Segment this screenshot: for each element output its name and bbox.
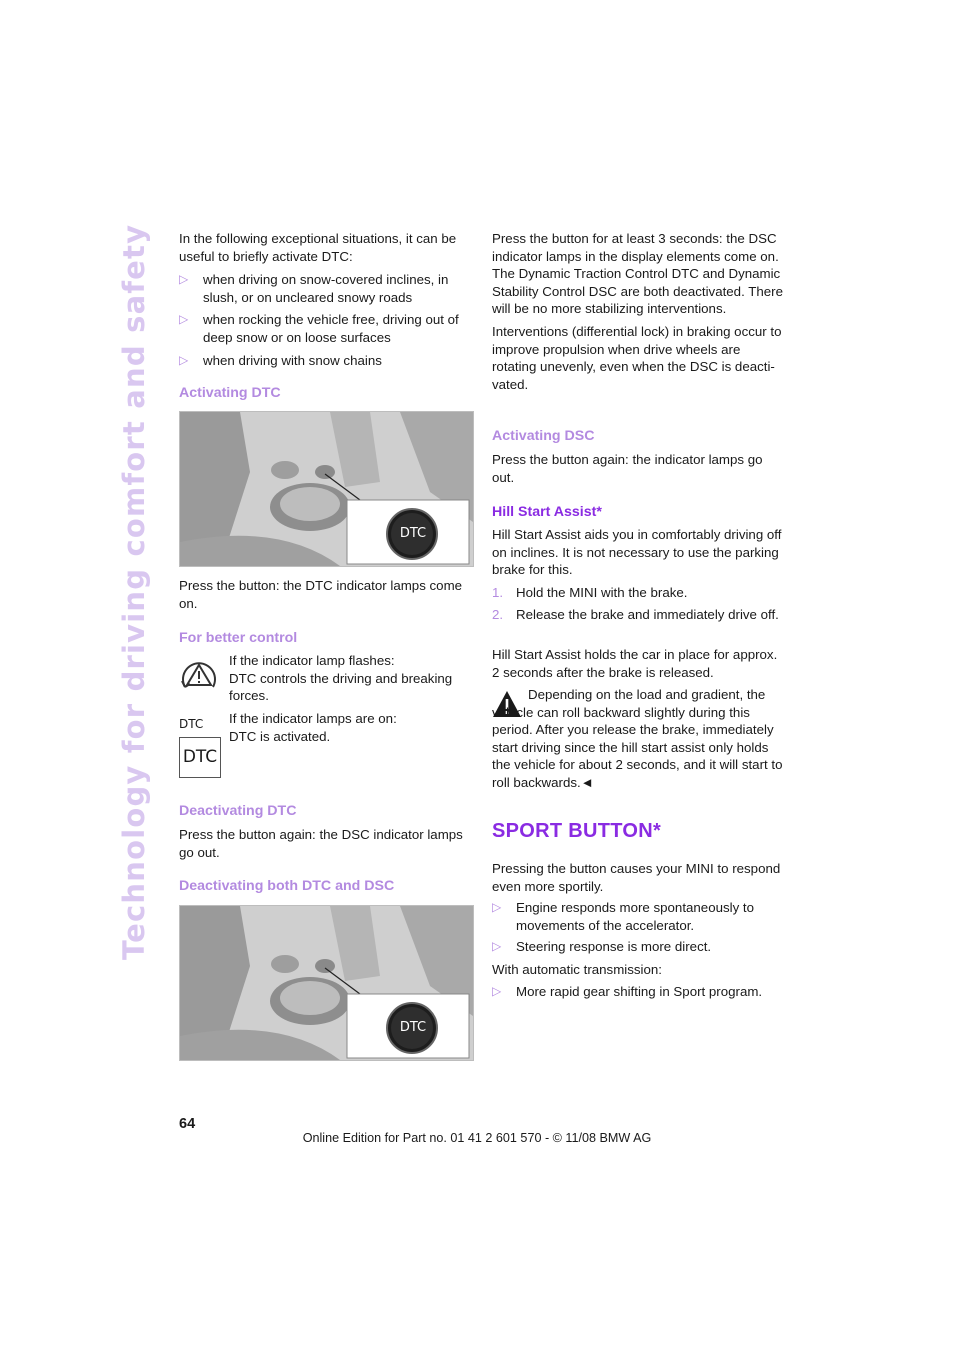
bullet-icon: ▷ <box>492 983 502 998</box>
sport-section <box>492 860 786 1000</box>
hill-heading: Hill Start Assist* <box>492 504 602 520</box>
intro-text: In the following exceptional situations, it can be useful to briefly activate DTC: <box>179 231 457 264</box>
dtc-dsc-button-photo <box>179 905 474 1061</box>
bullet-icon: ▷ <box>492 939 502 954</box>
list-item: ▷ when driving on snow-covered inclines, in slush, or on uncleared snowy roads <box>179 272 449 305</box>
side-title: Technology for driving comfort and safety <box>117 223 151 960</box>
dtc-button-photo <box>179 411 474 567</box>
warning-text: Depending on the load and gradient, the vehicle can roll backward slightly during this period. After you release the brake, immediately start driving since the hill start assist only holds the vehicle for about 2 seconds, and it will start to roll backwards.◄ <box>492 687 783 790</box>
bullet-icon: ▷ <box>179 312 189 327</box>
hold-text: Press the button for at least 3 seconds: the DSC indicator lamps in the display elements come on. The Dynamic Traction Control DTC and Dynamic Stability Control DSC are both deactivated. There will be no more stabilizing interventions. <box>492 231 783 317</box>
flash-text: If the indicator lamp flashes: DTC controls the driving and breaking forces. <box>229 653 453 704</box>
console-illustration <box>180 906 473 1060</box>
list-item: ▷ More rapid gear shifting in Sport program. <box>492 983 763 999</box>
sport-text: Pressing the button causes your MINI to respond even more sportily. <box>492 861 781 894</box>
deactivating-dtc-heading: Deactivating DTC <box>179 803 297 819</box>
list-item: ▷ Engine responds more spontaneously to movements of the accelerator. <box>492 900 755 933</box>
activating-dsc-heading: Activating DSC <box>492 428 595 444</box>
activating-dsc-text: Press the button again: the indicator lamps go out. <box>492 452 763 485</box>
dtc-button-label: DTC <box>399 1020 427 1035</box>
list-item: 2. Release the brake and immediately drive off. <box>492 606 779 622</box>
activating-dtc-heading: Activating DTC <box>179 385 281 401</box>
bullet-icon: ▷ <box>179 352 189 367</box>
list-item: ▷ Steering response is more direct. <box>492 939 712 955</box>
dtc-warning-icon <box>179 657 219 702</box>
activating-dtc-text: Press the button: the DTC indicator lamps come on. <box>179 578 463 611</box>
auto-text: With automatic transmission: <box>492 961 662 977</box>
dtc-button-label: DTC <box>399 526 427 541</box>
list-item: ▷ when rocking the vehicle free, driving out of deep snow or on loose surfaces <box>179 312 459 345</box>
page-number: 64 <box>179 1116 196 1132</box>
footer: Online Edition for Part no. 01 41 2 601 570 - © 11/08 BMW AG <box>302 1131 652 1145</box>
left-column <box>179 230 471 369</box>
sport-heading: SPORT BUTTON* <box>492 820 662 842</box>
better-control-heading: For better control <box>179 630 298 646</box>
hold-approx-text: Hill Start Assist holds the car in place for approx. 2 seconds after the brake is released. <box>492 647 778 680</box>
deactivating-both-heading: Deactivating both DTC and DSC <box>179 878 395 894</box>
interventions-text: Interventions (differential lock) in braking occur to improve propulsion when drive wheels are rotating unevenly, even when the DSC is deactivated. <box>492 323 782 392</box>
bullet-icon: ▷ <box>179 272 189 287</box>
dtc-small-label: DTC <box>179 717 204 731</box>
steps-list <box>492 584 786 623</box>
deactivating-dtc-text: Press the button again: the DSC indicator lamps go out. <box>179 827 463 860</box>
dtc-indicator-icon: DTC <box>179 737 221 778</box>
lamps-on-text: If the indicator lamps are on: DTC is activated. <box>229 711 397 744</box>
console-illustration <box>180 412 473 566</box>
right-column <box>492 230 786 393</box>
list-item: 1. Hold the MINI with the brake. <box>492 585 688 600</box>
bullet-icon: ▷ <box>492 900 502 915</box>
list-item: ▷ when driving with snow chains <box>179 352 382 368</box>
hill-text: Hill Start Assist aids you in comfortably driving off on inclines. It is not necessary to use the parking brake for this. <box>492 527 782 578</box>
